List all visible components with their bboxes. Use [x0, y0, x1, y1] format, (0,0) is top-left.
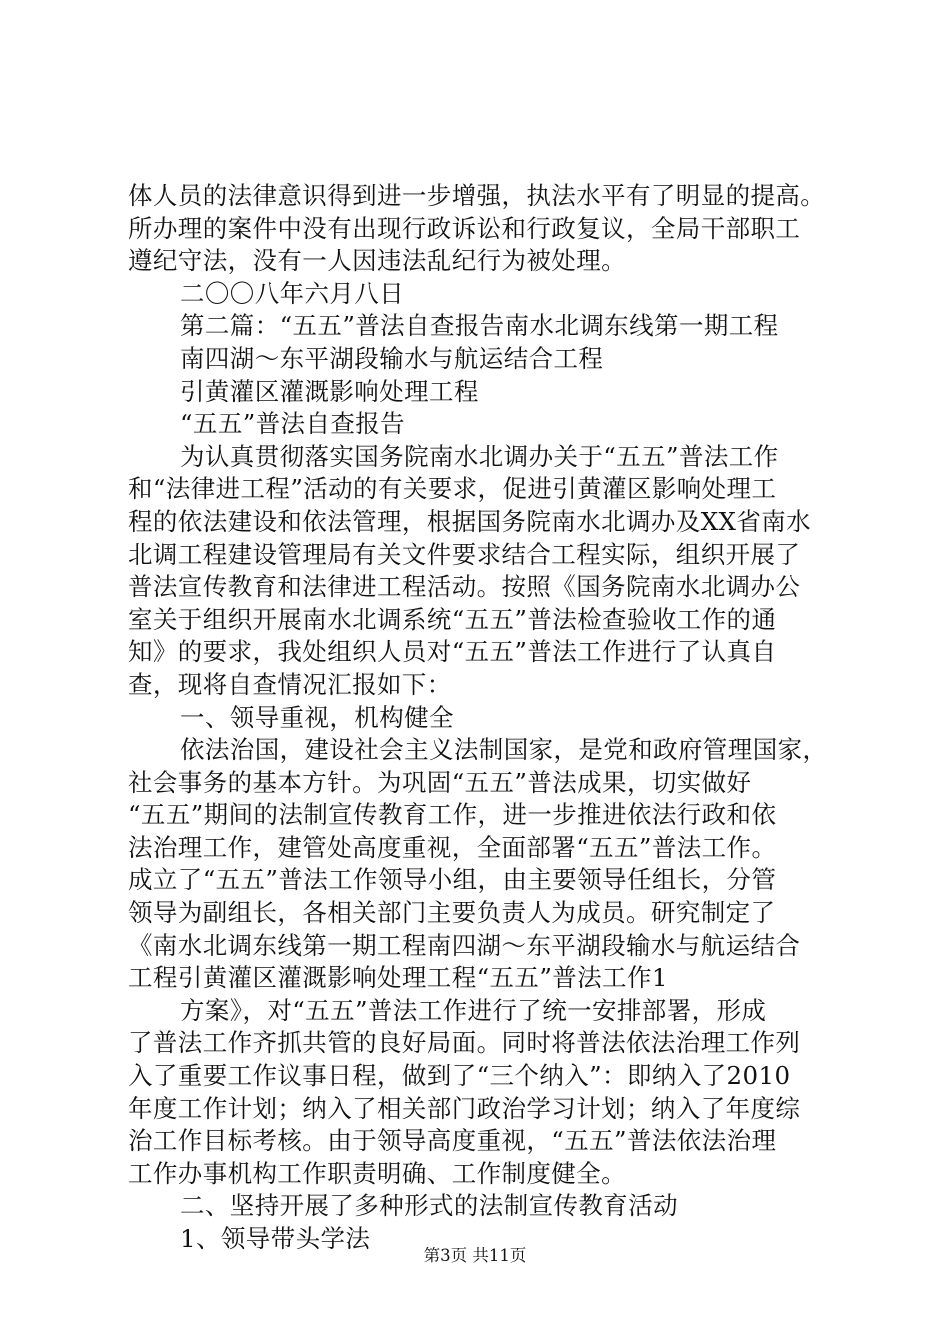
text-line: 治工作目标考核。由于领导高度重视，“五五”普法依法治理 [128, 1126, 777, 1156]
document-body [128, 180, 838, 1256]
text-line: 法治理工作，建管处高度重视，全面部署“五五”普法工作。 [128, 832, 777, 862]
text-line: 领导为副组长，各相关部门主要负责人为成员。研究制定了 [128, 898, 776, 928]
text-line: 第二篇：“五五”普法自查报告南水北调东线第一期工程 [180, 311, 779, 341]
text-line: 工程引黄灌区灌溉影响处理工程“五五”普法工作1 [128, 963, 668, 993]
text-line: 南四湖～东平湖段输水与航运结合工程 [180, 343, 604, 373]
text-line: 《南水北调东线第一期工程南四湖～东平湖段输水与航运结合 [128, 930, 801, 960]
text-line: 查，现将自查情况汇报如下： [128, 669, 452, 699]
text-line: 引黄灌区灌溉影响处理工程 [180, 376, 479, 406]
text-line: 入了重要工作议事日程，做到了“三个纳入”：即纳入了2010 [128, 1061, 791, 1091]
text-line: 遵纪守法，没有一人因违法乱纪行为被处理。 [128, 246, 626, 276]
text-line: 知》的要求，我处组织人员对“五五”普法工作进行了认真自 [128, 637, 777, 667]
text-line: 工作办事机构工作职责明确、工作制度健全。 [128, 1158, 626, 1188]
text-line: 方案》，对“五五”普法工作进行了统一安排部署，形成 [180, 995, 767, 1025]
page-footer: 第3页 共11页 [423, 1246, 527, 1265]
text-line: 1、领导带头学法 [180, 1224, 371, 1253]
text-line: “五五”期间的法制宣传教育工作，进一步推进依法行政和依 [128, 800, 777, 830]
text-line: 成立了“五五”普法工作领导小组，由主要领导任组长，分管 [128, 865, 777, 895]
text-line: 普法宣传教育和法律进工程活动。按照《国务院南水北调办公 [128, 572, 801, 602]
text-line: 二、坚持开展了多种形式的法制宣传教育活动 [180, 1191, 678, 1221]
text-line: 程的依法建设和依法管理，根据国务院南水北调办及XX省南水 [128, 506, 812, 536]
text-line: “五五”普法自查报告 [180, 409, 406, 439]
text-line: 体人员的法律意识得到进一步增强，执法水平有了明显的提高。 [128, 181, 826, 210]
text-line: 为认真贯彻落实国务院南水北调办关于“五五”普法工作 [180, 441, 779, 471]
text-line: 和“法律进工程”活动的有关要求，促进引黄灌区影响处理工 [128, 474, 777, 504]
text-line: 二〇〇八年六月八日 [180, 278, 405, 308]
text-line: 了普法工作齐抓共管的良好局面。同时将普法依法治理工作列 [128, 1028, 801, 1058]
text-line: 所办理的案件中没有出现行政诉讼和行政复议，全局干部职工 [128, 213, 801, 243]
text-line: 依法治国，建设社会主义法制国家，是党和政府管理国家， [180, 735, 828, 765]
text-line: 室关于组织开展南水北调系统“五五”普法检查验收工作的通 [128, 604, 777, 634]
text-line: 社会事务的基本方针。为巩固“五五”普法成果，切实做好 [128, 767, 752, 797]
text-line: 北调工程建设管理局有关文件要求结合工程实际，组织开展了 [128, 539, 801, 569]
text-line: 年度工作计划；纳入了相关部门政治学习计划；纳入了年度综 [128, 1093, 801, 1123]
text-line: 一、领导重视，机构健全 [180, 702, 454, 732]
